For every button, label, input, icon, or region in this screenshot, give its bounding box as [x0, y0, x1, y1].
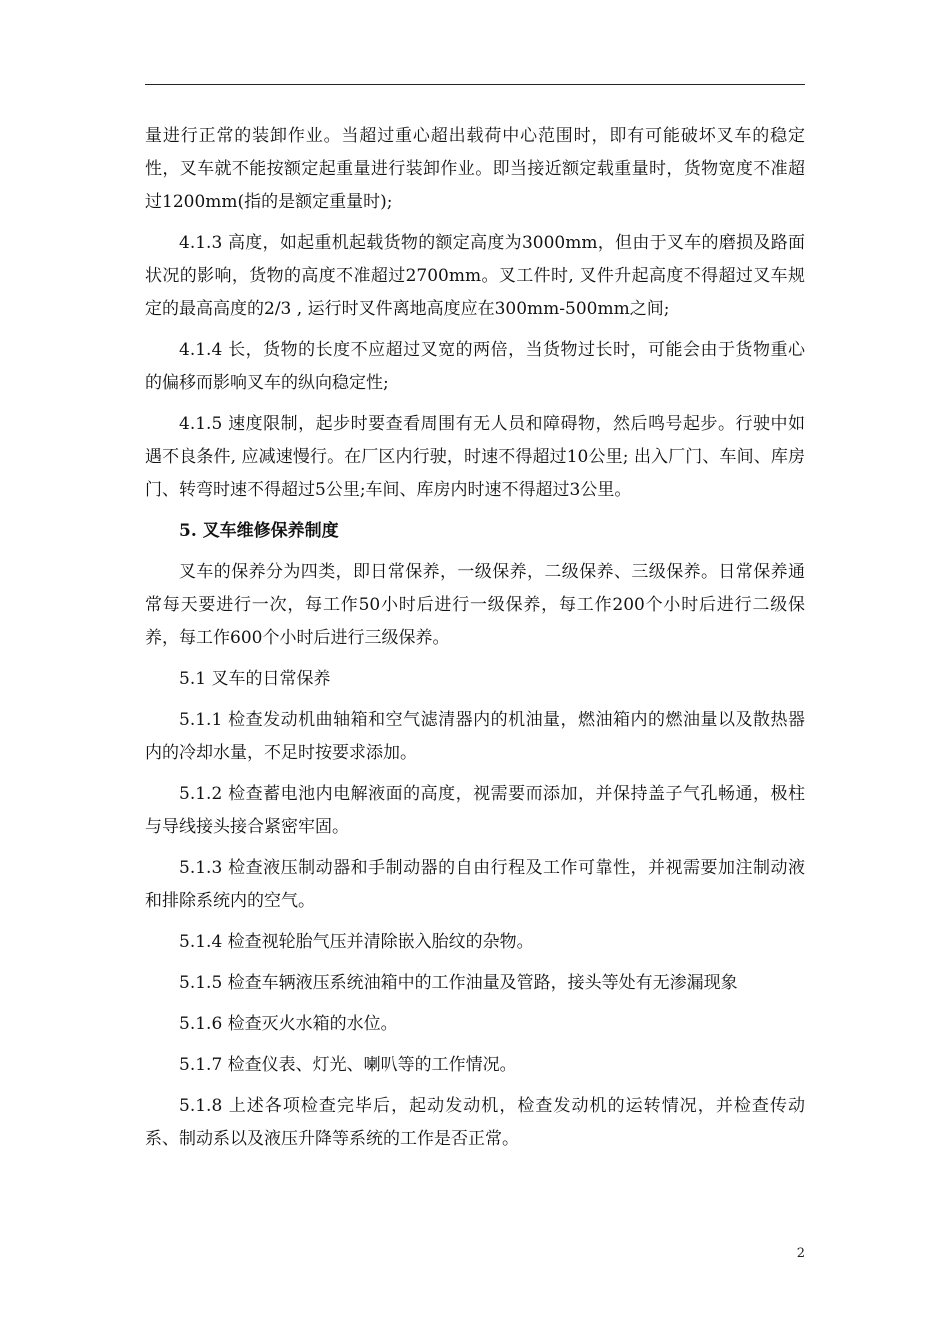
paragraph-5-1-1: 5.1.1 检查发动机曲轴箱和空气滤清器内的机油量，燃油箱内的燃油量以及散热器内的冷却水量，不足时按要求添加。: [145, 710, 805, 763]
section-heading-5: 5. 叉车维修保养制度: [179, 521, 339, 541]
paragraph-5-1-8: 5.1.8 上述各项检查完毕后，起动发动机，检查发动机的运转情况，并检查传动系、制动系以及液压升降等系统的工作是否正常。: [145, 1096, 805, 1149]
paragraph-4-1-5-speed-limit: 4.1.5 速度限制，起步时要查看周围有无人员和障碍物，然后鸣号起步。行驶中如遇不良条件, 应减速慢行。在厂区内行驶，时速不得超过10公里; 出入厂门、车间、库房门、转弯时速不得超过5公里;车间、库房内时速不得超过3公里。: [145, 414, 805, 500]
paragraph-5-1-5: 5.1.5 检查车辆液压系统油箱中的工作油量及管路，接头等处有无渗漏现象: [179, 973, 738, 993]
document-body: [145, 120, 805, 1164]
paragraph-5-1-7: 5.1.7 检查仪表、灯光、喇叭等的工作情况。: [179, 1055, 517, 1075]
paragraph-4-1-3-height: 4.1.3 高度，如起重机起载货物的额定高度为3000mm，但由于叉车的磨损及路面状况的影响，货物的高度不准超过2700mm。叉工件时, 叉件升起高度不得超过叉车规定的最高高度的2/3 , 运行时叉件离地高度应在300mm-500mm之间;: [145, 233, 805, 319]
subheading-5-1: 5.1 叉车的日常保养: [179, 669, 331, 689]
page-number: 2: [796, 1246, 805, 1261]
paragraph-maintenance-overview: 叉车的保养分为四类，即日常保养，一级保养，二级保养、三级保养。日常保养通常每天要进行一次，每工作50小时后进行一级保养，每工作200个小时后进行二级保养，每工作600个小时后进行三级保养。: [145, 562, 805, 648]
paragraph-5-1-4: 5.1.4 检查视轮胎气压并清除嵌入胎纹的杂物。: [179, 932, 534, 952]
paragraph-5-1-2: 5.1.2 检查蓄电池内电解液面的高度，视需要而添加，并保持盖子气孔畅通，极柱与导线接头接合紧密牢固。: [145, 784, 805, 837]
paragraph-5-1-3: 5.1.3 检查液压制动器和手制动器的自由行程及工作可靠性，并视需要加注制动液和排除系统内的空气。: [145, 858, 805, 911]
header-rule: [145, 84, 805, 85]
paragraph-continuation: 量进行正常的装卸作业。当超过重心超出载荷中心范围时，即有可能破坏叉车的稳定性，叉车就不能按额定起重量进行装卸作业。即当接近额定载重量时，货物宽度不准超过1200mm(指的是额定重量时);: [145, 126, 805, 212]
paragraph-5-1-6: 5.1.6 检查灭火水箱的水位。: [179, 1014, 398, 1034]
paragraph-4-1-4-length: 4.1.4 长，货物的长度不应超过叉宽的两倍，当货物过长时，可能会由于货物重心的偏移而影响叉车的纵向稳定性;: [145, 340, 805, 393]
